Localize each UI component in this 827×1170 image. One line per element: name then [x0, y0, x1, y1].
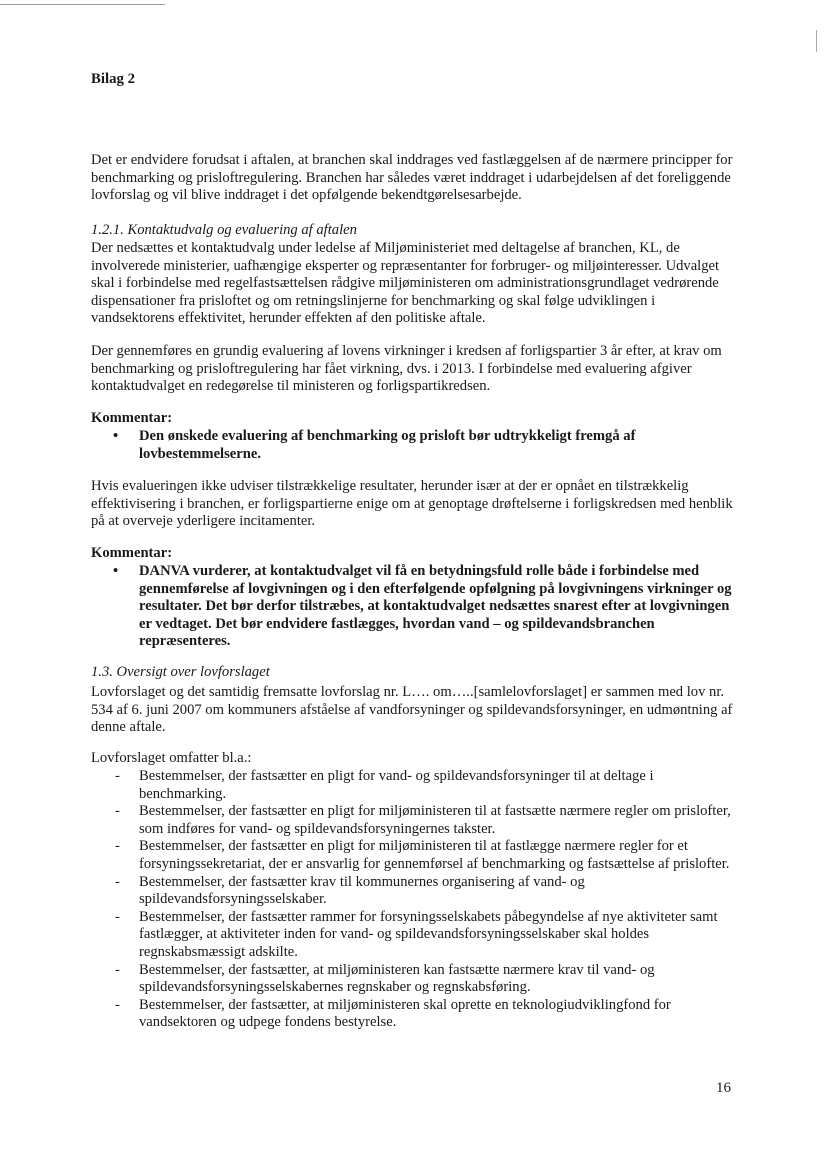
dash-icon: - — [115, 803, 120, 820]
overview-paragraph: Lovforslaget og det samtidig fremsatte lovforslag nr. L…. om…..[samlelovforslaget] er sammen med lov nr. 534 af 6. juni 2007 om kommuners afståelse af vandforsyninger og spildevandsforsyninger, en udmøntning af denne aftale. — [91, 684, 733, 736]
comment-item-1 — [91, 428, 741, 463]
dash-icon: - — [115, 838, 120, 855]
dash-icon: - — [115, 908, 120, 925]
list-item-text: Bestemmelser, der fastsætter en pligt for miljøministeren til at fastlægge nærmere regler for et forsyningssekretariat, der er ansvarlig for gennemførsel af benchmarking og fastsættelse af prislofter. — [139, 838, 730, 872]
contact-committee-paragraph: Der nedsættes et kontaktudvalg under ledelse af Miljøministeriet med deltagelse af branchen, KL, de involverede ministerier, uafhængige eksperter og repræsentanter for forbruger- og miljøinteresser. Udvalget skal i forbindelse med regelfastsættelsen rådgive miljøministeren om administrationsgrundlaget vedrørende dispensationer fra prisloftet og om retningslinjerne for benchmarking og skal følge udviklingen i vandsektorens effektivitet, herunder effekten af den politiske aftale. — [91, 240, 720, 327]
section-heading-1-2-1: 1.2.1. Kontaktudvalg og evaluering af aftalen — [91, 222, 357, 238]
provisions-list — [91, 768, 741, 1032]
comment-list-2 — [91, 563, 741, 651]
list-intro: Lovforslaget omfatter bl.a.: — [91, 750, 252, 766]
comment-text-2: DANVA vurderer, at kontaktudvalget vil få en betydningsfuld rolle både i forbindelse med gennemførelse af lovgivningen og i den efterfølgende opfølgning på lovgivningens virkninger og resultater. Det bør derfor tilstræbes, at kontaktudvalget nedsættes snarest efter at lovgivningen er vedtaget. Det bør endvidere fastlægges, hvordan vand – og spildevandsbranchen repræsenteres. — [139, 563, 732, 650]
list-item — [91, 962, 741, 997]
evaluation-paragraph: Der gennemføres en grundig evaluering af lovens virkninger i kredsen af forligspartier 3 år efter, at krav om benchmarking og prisloftregulering har fået virkning, dvs. i 2013. I forbindelse med evaluering afgiver kontaktudvalget en redegørelse til ministeren og forligspartikredsen. — [91, 343, 722, 395]
dash-icon: - — [115, 768, 120, 784]
results-paragraph: Hvis evalueringen ikke udviser tilstrækkelige resultater, herunder især at der er opnået en tilstrækkelig effektivisering i branchen, er forligspartierne enige om at genoptage drøftelserne i forligskredsen med henblik på at overveje yderligere incitamenter. — [91, 478, 733, 530]
scan-artifact-line — [0, 4, 165, 5]
list-item — [91, 803, 741, 838]
page-title: Bilag 2 — [91, 71, 135, 87]
dash-icon: - — [115, 996, 120, 1013]
dash-icon: - — [115, 873, 120, 890]
list-item — [91, 874, 741, 909]
comment-item-2 — [91, 563, 741, 651]
list-item-text: Bestemmelser, der fastsætter rammer for forsyningsselskabets påbegyndelse af nye aktiviteter samt fastlægger, at aktiviteter inden for vand- og spildevandsforsyningsselskaber skal holdes regnskabsmæssigt adskilte. — [139, 908, 718, 960]
list-item — [91, 768, 741, 803]
intro-paragraph: Det er endvidere forudsat i aftalen, at branchen skal inddrages ved fastlæggelsen af de nærmere principper for benchmarking og prisloftregulering. Branchen har således været inddraget i udarbejdelsen af det foreliggende lovforslag og vil blive inddraget i det opfølgende bekendtgørelsesarbejde. — [91, 152, 733, 204]
page-number: 16 — [716, 1080, 731, 1096]
comment-text-1: Den ønskede evaluering af benchmarking og prisloft bør udtrykkeligt fremgå af lovbestemmelserne. — [139, 428, 636, 462]
list-item-text: Bestemmelser, der fastsætter, at miljøministeren kan fastsætte nærmere krav til vand- og spildevandsforsyningsselskabernes regnskaber og regnskabsføring. — [139, 961, 655, 996]
comment-title-2: Kommentar: — [91, 545, 173, 561]
list-item — [91, 909, 741, 962]
list-item — [91, 838, 741, 873]
bullet-icon: • — [113, 563, 119, 579]
section-heading-1-3: 1.3. Oversigt over lovforslaget — [91, 664, 270, 680]
comment-list-1 — [91, 428, 741, 463]
list-item — [91, 997, 741, 1032]
bullet-icon: • — [113, 428, 119, 444]
dash-icon: - — [115, 961, 120, 978]
list-item-text: Bestemmelser, der fastsætter krav til kommunernes organisering af vand- og spildevandsforsyningsselskaber. — [139, 873, 585, 908]
comment-title-1: Kommentar: — [91, 410, 173, 426]
scan-artifact-mark — [816, 30, 817, 52]
list-item-text: Bestemmelser, der fastsætter en pligt for vand- og spildevandsforsyninger til at deltage i benchmarking. — [139, 768, 654, 802]
list-item-text: Bestemmelser, der fastsætter en pligt for miljøministeren til at fastsætte nærmere regler om prislofter, som indføres for vand- og spildevandsforsyningernes takster. — [139, 803, 731, 837]
list-item-text: Bestemmelser, der fastsætter, at miljøministeren skal oprette en teknologiudviklingfond for vandsektoren og udpege fondens bestyrelse. — [139, 996, 671, 1031]
